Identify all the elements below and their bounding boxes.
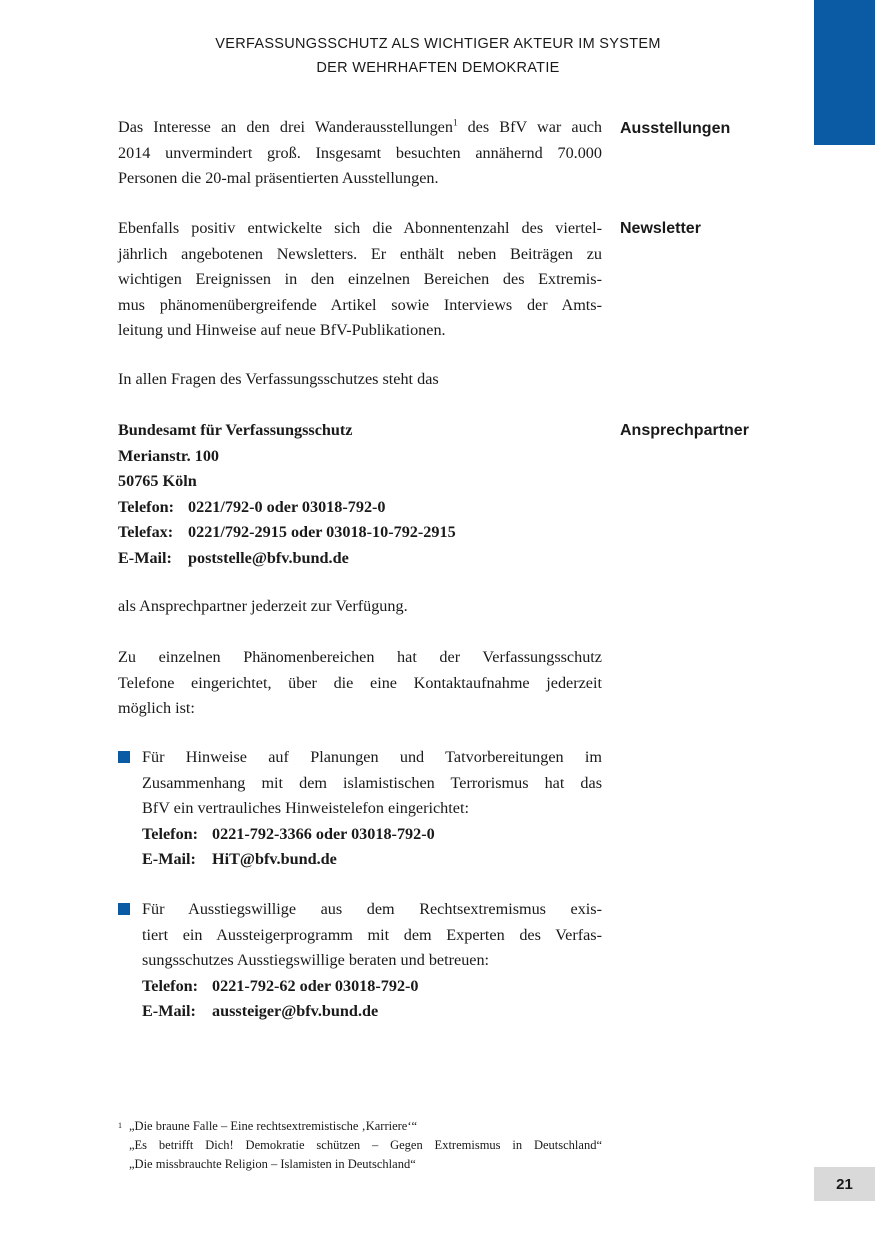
paragraph-line: Zu einzelnen Phänomenbereichen hat der Verfassungsschutz — [118, 648, 602, 666]
footnote-lines — [129, 1117, 602, 1174]
contact-city: 50765 Köln — [118, 472, 197, 490]
bullet-phone-row — [142, 822, 602, 848]
text-fragment: Das Interesse an den drei Wanderausstellungen — [118, 118, 453, 136]
bullet-item-islamism-hotline — [118, 745, 602, 873]
bullet-line: Zusammenhang mit dem islamistischen Terrorismus hat das — [142, 773, 602, 792]
bullet-email-label: E-Mail: — [142, 850, 196, 868]
paragraph-exhibitions — [118, 115, 602, 192]
contact-email-label: E-Mail: — [118, 548, 172, 567]
paragraph-availability: als Ansprechpartner jederzeit zur Verfügung. — [118, 597, 408, 615]
contact-fax-label: Telefax: — [118, 523, 174, 541]
footnote — [118, 1117, 602, 1174]
side-label-newsletter: Newsletter — [620, 220, 701, 237]
side-label-contact: Ansprechpartner — [620, 422, 749, 439]
contact-phone-row — [118, 495, 602, 521]
bullet-line: sungsschutzes Ausstiegswillige beraten und betreuen: — [142, 951, 490, 969]
chapter-color-tab — [814, 0, 875, 145]
footnote-mark: 1 — [118, 1121, 122, 1130]
contact-block — [118, 418, 602, 571]
bullet-phone-row — [142, 974, 602, 1000]
footnote-reference: 1 — [452, 117, 458, 128]
footnote-line: „Es betrifft Dich! Demokratie schützen – Gegen Extremismus in Deutschland“ — [129, 1138, 602, 1152]
bullet-line: tiert ein Aussteigerprogramm mit dem Experten des Verfas- — [142, 925, 602, 944]
paragraph-line: jährlich angebotenen Newsletters. Er enthält neben Beiträgen zu — [118, 244, 602, 263]
running-header — [118, 32, 758, 80]
paragraph-line: leitung und Hinweise auf neue BfV-Publikationen. — [118, 321, 446, 339]
footnote-line: „Die missbrauchte Religion – Islamisten in Deutschland“ — [129, 1157, 416, 1171]
bullet-line: Für Ausstiegswillige aus dem Rechtsextremismus exis- — [142, 900, 602, 918]
paragraph-line: möglich ist: — [118, 699, 195, 717]
header-line-2: DER WEHRHAFTEN DEMOKRATIE — [316, 60, 560, 76]
text-fragment: des BfV war auch — [457, 118, 602, 136]
contact-street: Merianstr. 100 — [118, 446, 220, 465]
bullet-item-exit-program — [118, 897, 602, 1025]
bullet-content — [142, 897, 602, 1025]
header-line-1: VERFASSUNGSSCHUTZ ALS WICHTIGER AKTEUR IM SYSTEM — [215, 36, 661, 52]
contact-fax-row — [118, 520, 602, 546]
paragraph-intro-contact: In allen Fragen des Verfassungsschutzes steht das — [118, 370, 439, 388]
side-label-exhibitions: Ausstellungen — [620, 120, 731, 137]
paragraph-line — [118, 115, 602, 141]
bullet-email-label: E-Mail: — [142, 1002, 196, 1020]
bullet-square-icon — [118, 751, 130, 763]
bullet-email-row — [142, 999, 602, 1025]
paragraph-newsletter — [118, 216, 602, 344]
contact-fax-value: 0221/792-2915 oder 03018-10-792-2915 — [188, 523, 456, 541]
bullet-square-icon — [118, 903, 130, 915]
bullet-content — [142, 745, 602, 873]
bullet-phone-value: 0221-792-3366 oder 03018-792-0 — [212, 824, 435, 843]
bullet-phone-value: 0221-792-62 oder 03018-792-0 — [212, 976, 419, 995]
bullet-line: Für Hinweise auf Planungen und Tatvorbereitungen im — [142, 748, 602, 766]
contact-phone-value: 0221/792-0 oder 03018-792-0 — [188, 497, 386, 516]
paragraph-line: Telefone eingerichtet, über die eine Kontaktaufnahme jederzeit — [118, 673, 602, 692]
contact-phone-label: Telefon: — [118, 497, 175, 516]
bullet-phone-label: Telefon: — [142, 824, 199, 843]
paragraph-line: wichtigen Ereignissen in den einzelnen Bereichen des Extremis- — [118, 270, 602, 288]
bullet-line: BfV ein vertrauliches Hinweistelefon eingerichtet: — [142, 799, 469, 817]
bullet-email-row — [142, 847, 602, 873]
footnote-line: „Die braune Falle – Eine rechtsextremistische ‚Karriere‘“ — [129, 1119, 418, 1133]
bullet-phone-label: Telefon: — [142, 976, 199, 995]
paragraph-hotlines — [118, 645, 602, 722]
contact-org: Bundesamt für Verfassungsschutz — [118, 421, 353, 439]
bullet-email-value: HiT@bfv.bund.de — [212, 850, 337, 868]
paragraph-line: mus phänomenübergreifende Artikel sowie Interviews der Amts- — [118, 295, 602, 314]
contact-email-row — [118, 546, 602, 572]
paragraph-line: Personen die 20-mal präsentierten Ausstellungen. — [118, 169, 439, 187]
bullet-email-value: aussteiger@bfv.bund.de — [212, 1002, 379, 1020]
paragraph-line: Ebenfalls positiv entwickelte sich die Abonnentenzahl des viertel- — [118, 219, 602, 237]
page-number: 21 — [814, 1167, 875, 1201]
contact-email-value: poststelle@bfv.bund.de — [188, 548, 349, 567]
paragraph-line: 2014 unvermindert groß. Insgesamt besuchten annähernd 70.000 — [118, 143, 602, 162]
